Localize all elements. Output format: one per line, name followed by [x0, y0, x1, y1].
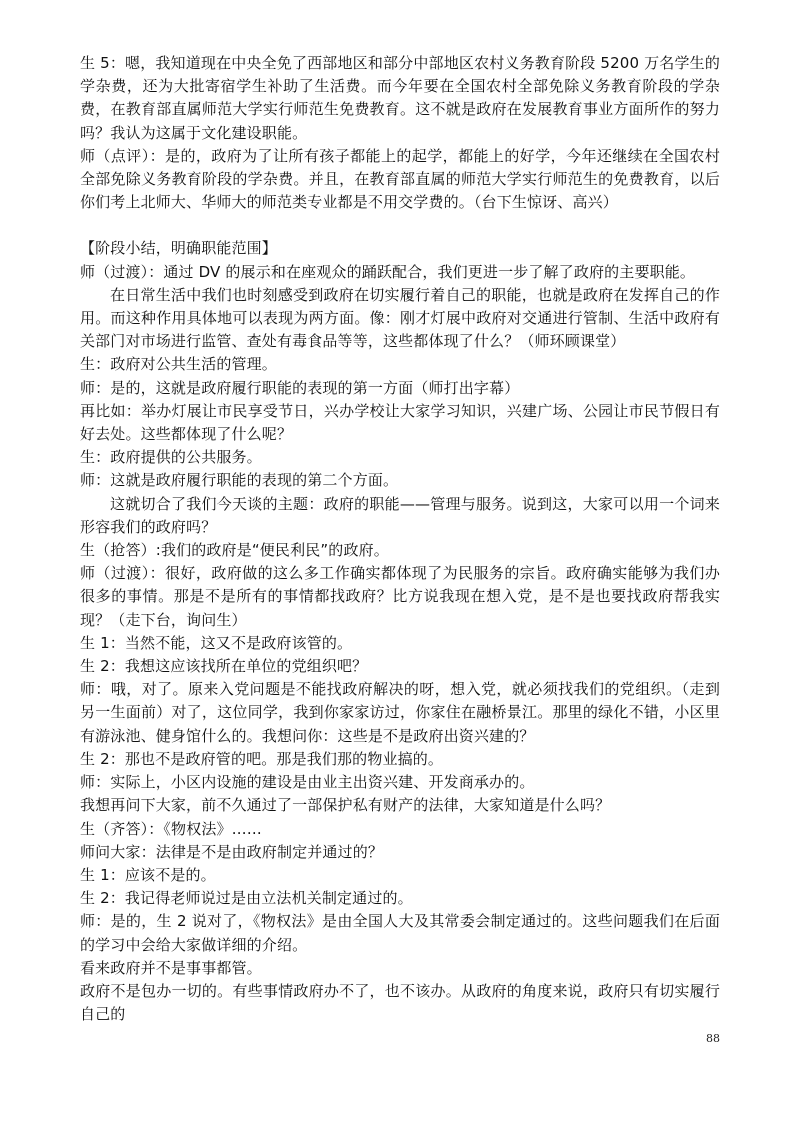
paragraph: 师：哦，对了。原来入党问题是不能找政府解决的呀，想入党，就必须找我们的党组织。（走到另一生面前）对了，这位同学，我到你家家访过，你家住在融桥景江。那里的绿化不错，小区里有游泳池、健身馆什么的。我想问你：这些是不是政府出资兴建的？ [80, 680, 720, 745]
paragraph: 师问大家：法律是不是由政府制定并通过的？ [80, 842, 384, 861]
paragraph: 政府不是包办一切的。有些事情政府办不了，也不该办。从政府的角度来说，政府只有切实履行自己的 [80, 981, 720, 1024]
paragraph: 生（抢答）:我们的政府是“便民利民”的政府。 [80, 541, 389, 560]
paragraph: 师：这就是政府履行职能的表现的第二个方面。 [80, 471, 399, 490]
paragraph: 生 2：那也不是政府管的吧。那是我们那的物业搞的。 [80, 749, 444, 768]
paragraph: 师（过渡）：很好，政府做的这么多工作确实都体现了为民服务的宗旨。政府确实能够为我们办很多的事情。那是不是所有的事情都找政府？比方说我现在想入党，是不是也要找政府帮我实现？（走下台，询问生） [80, 564, 720, 629]
paragraph: 我想再问下大家，前不久通过了一部保护私有财产的法律，大家知道是什么吗？ [80, 796, 611, 815]
paragraph: 看来政府并不是事事都管。 [80, 958, 262, 977]
page-number: 88 [706, 1032, 720, 1045]
paragraph: 师：是的，这就是政府履行职能的表现的第一方面（师打出字幕） [80, 378, 520, 397]
paragraph: 生（齐答）：《物权法》…… [80, 819, 262, 838]
paragraph: 这就切合了我们今天谈的主题：政府的职能——管理与服务。说到这，大家可以用一个词来形容我们的政府吗？ [80, 494, 720, 536]
paragraph: 生 2：我想这应该找所在单位的党组织吧？ [80, 657, 368, 676]
paragraph: 生 5：嗯，我知道现在中央全免了西部地区和部分中部地区农村义务教育阶段 5200 万名学生的学杂费，还为大批寄宿学生补助了生活费。而今年要在全国农村全部免除义务教育阶段的学杂费，在教育部直属师范大学实行师范生免费教育。这不就是政府在发展教育事业方面所作的努力吗？我认为这属于文化建设职能。 [80, 54, 720, 142]
paragraph-spacer [80, 214, 720, 237]
paragraph: 生 2：我记得老师说过是由立法机关制定通过的。 [80, 889, 413, 908]
paragraph: 师（过渡）：通过 DV 的展示和在座观众的踊跃配合，我们更进一步了解了政府的主要职能。 [80, 262, 696, 281]
section-heading: 【阶段小结，明确职能范围】 [80, 239, 277, 258]
paragraph: 师（点评）：是的，政府为了让所有孩子都能上的起学，都能上的好学，今年还继续在全国农村全部免除义务教育阶段的学杂费。并且，在教育部直属的师范大学实行师范生的免费教育，以后你们考上北师大、华师大的师范类专业都是不用交学费的。（台下生惊讶、高兴） [80, 146, 720, 212]
paragraph: 生 1：应该不是的。 [80, 865, 216, 884]
paragraph: 师：是的，生 2 说对了，《物权法》是由全国人大及其常委会制定通过的。这些问题我们在后面的学习中会给大家做详细的介绍。 [80, 912, 720, 954]
paragraph: 生：政府提供的公共服务。 [80, 448, 262, 467]
paragraph: 生：政府对公共生活的管理。 [80, 355, 277, 374]
paragraph: 生 1：当然不能，这又不是政府该管的。 [80, 633, 353, 652]
document-body [80, 52, 720, 1026]
paragraph: 再比如：举办灯展让市民享受节日，兴办学校让大家学习知识，兴建广场、公园让市民节假日有好去处。这些都体现了什么呢？ [80, 401, 720, 444]
paragraph: 师：实际上，小区内设施的建设是由业主出资兴建、开发商承办的。 [80, 773, 535, 792]
paragraph: 在日常生活中我们也时刻感受到政府在切实履行着自己的职能，也就是政府在发挥自己的作用。而这种作用具体地可以表现为两方面。像：刚才灯展中政府对交通进行管制、生活中政府有关部门对市场进行监管、查处有毒食品等等，这些都体现了什么？（师环顾课堂） [80, 285, 720, 351]
